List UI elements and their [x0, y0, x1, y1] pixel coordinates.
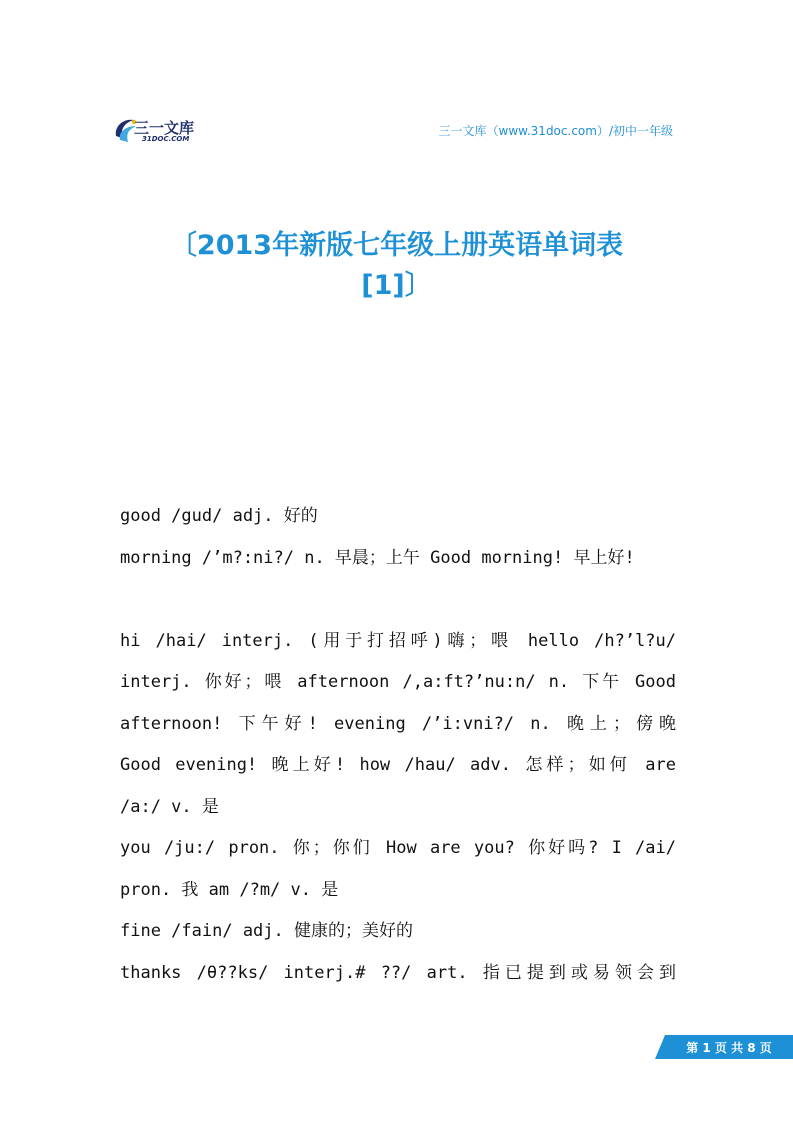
body-line: fine /fain/ adj. 健康的；美好的	[120, 921, 413, 941]
body-line: you /ju:/ pron. 你；你们 How are you? 你好吗? I /ai/	[120, 838, 676, 858]
body-line: morning /’m?:ni?/ n. 早晨；上午 Good morning! 早上好!	[120, 547, 635, 568]
body-line: good /gud/ adj. 好的	[120, 506, 318, 526]
document-body	[120, 496, 676, 994]
body-line: Good evening! 晚上好! how /hau/ adv. 怎样；如何 are	[120, 755, 676, 775]
page-number-label: 第 1 页 共 8 页	[686, 1041, 772, 1055]
page-indicator	[665, 1035, 793, 1059]
title-line-1: 〔2013年新版七年级上册英语单词表	[169, 230, 624, 261]
title-line-2: [1]〕	[361, 270, 432, 301]
body-line: /a:/ v. 是	[120, 796, 219, 817]
body-line: thanks /θ??ks/ interj.# ??/ art. 指已提到或易领会到	[120, 962, 676, 983]
body-line: hi /hai/ interj. (用于打招呼)嗨；喂 hello /h?’l?u/	[120, 630, 676, 651]
footer-notch	[655, 1035, 665, 1059]
logo-text: 三一文库	[134, 119, 195, 137]
body-line	[120, 579, 676, 621]
body-line: pron. 我 am /?m/ v. 是	[120, 879, 339, 900]
site-logo[interactable]	[112, 114, 222, 146]
document-title	[120, 226, 673, 306]
body-line: interj. 你好；喂 afternoon /,a:ft?’nu:n/ n. 下午 Good	[120, 672, 676, 692]
logo-domain: 31DOC.COM	[142, 135, 190, 143]
body-line: afternoon! 下午好! evening /’i:vni?/ n. 晚上；傍晚	[120, 713, 676, 734]
header-breadcrumb[interactable]: 三一文库（www.31doc.com）/初中一年级	[438, 124, 673, 138]
